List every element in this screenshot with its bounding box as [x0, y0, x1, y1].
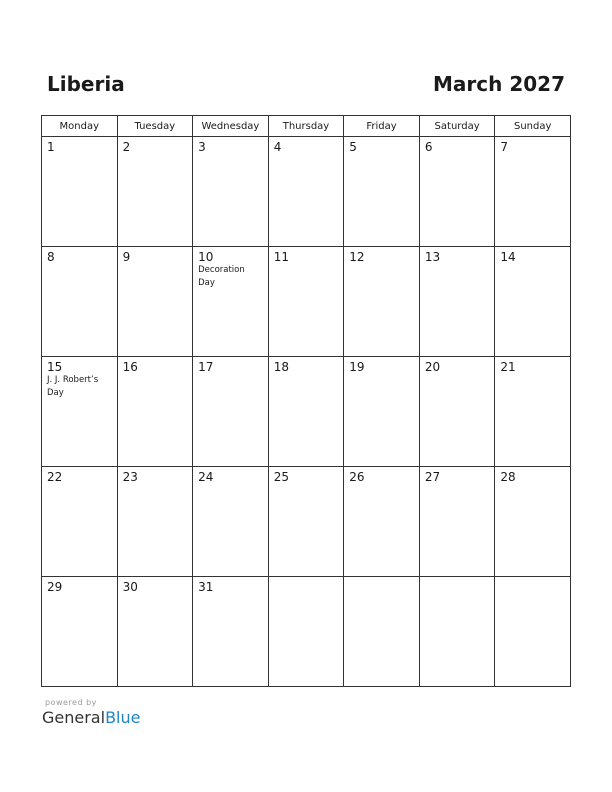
day-cell [495, 577, 571, 687]
day-number: 25 [273, 470, 289, 484]
month-year-title: March 2027 [433, 72, 565, 96]
week-row [42, 577, 571, 687]
day-cell [495, 137, 571, 247]
brand-general: General [42, 708, 106, 727]
day-cell [344, 357, 420, 467]
day-number: 7 [500, 140, 509, 154]
brand-blue: Blue [105, 708, 141, 727]
day-cell [42, 467, 118, 577]
day-cell [193, 577, 269, 687]
day-cell [419, 467, 495, 577]
weekday-header: Friday [344, 116, 420, 137]
day-number: 11 [273, 250, 289, 264]
day-cell [117, 577, 193, 687]
powered-by-text: powered by [45, 698, 97, 707]
day-cell [193, 357, 269, 467]
day-number: 29 [47, 580, 63, 594]
day-number: 9 [122, 250, 131, 264]
day-cell [193, 467, 269, 577]
holiday-label: J. J. Robert’s Day [47, 375, 99, 398]
holiday-label: Decoration Day [198, 265, 245, 288]
day-number: 15 [47, 360, 63, 374]
day-cell [117, 357, 193, 467]
day-cell [42, 577, 118, 687]
day-cell [344, 247, 420, 357]
day-cell [117, 137, 193, 247]
day-cell [419, 577, 495, 687]
day-cell [495, 467, 571, 577]
day-number: 10 [198, 250, 214, 264]
weekday-header: Sunday [495, 116, 571, 137]
day-number: 16 [122, 360, 138, 374]
day-cell [419, 137, 495, 247]
day-number: 26 [349, 470, 365, 484]
day-cell [193, 247, 269, 357]
day-number: 8 [47, 250, 55, 264]
day-number: 27 [424, 470, 441, 484]
day-number: 21 [500, 360, 516, 374]
calendar-grid [41, 115, 571, 687]
day-number: 1 [47, 140, 55, 154]
weekday-header: Monday [42, 116, 118, 137]
day-number: 13 [424, 250, 441, 264]
day-number: 5 [349, 140, 357, 154]
day-number: 3 [198, 140, 206, 154]
day-cell [42, 247, 118, 357]
day-cell [268, 357, 344, 467]
week-row [42, 247, 571, 357]
day-number: 23 [122, 470, 138, 484]
day-number: 6 [424, 140, 433, 154]
day-cell [117, 467, 193, 577]
day-number: 4 [273, 140, 282, 154]
day-cell [268, 577, 344, 687]
day-cell [419, 247, 495, 357]
day-cell [268, 467, 344, 577]
day-cell [495, 247, 571, 357]
day-number: 28 [500, 470, 516, 484]
week-row [42, 467, 571, 577]
day-number: 31 [198, 580, 214, 594]
day-cell [344, 137, 420, 247]
week-row [42, 137, 571, 247]
day-number: 30 [122, 580, 138, 594]
day-number: 24 [198, 470, 214, 484]
day-cell [344, 467, 420, 577]
day-cell [344, 577, 420, 687]
day-number: 22 [47, 470, 63, 484]
day-cell [419, 357, 495, 467]
day-cell [268, 247, 344, 357]
country-title: Liberia [47, 72, 125, 96]
generalblue-logo[interactable] [42, 708, 140, 728]
day-cell [495, 357, 571, 467]
day-cell [268, 137, 344, 247]
day-number: 12 [349, 250, 365, 264]
day-cell [42, 137, 118, 247]
weekday-header: Wednesday [193, 116, 269, 137]
day-number: 17 [198, 360, 214, 374]
weekday-header: Tuesday [117, 116, 193, 137]
day-number: 18 [273, 360, 289, 374]
footer-branding [42, 697, 140, 728]
weekday-header-row [42, 116, 571, 137]
day-number: 19 [349, 360, 365, 374]
day-number: 20 [424, 360, 441, 374]
day-number: 14 [500, 250, 516, 264]
weekday-header: Thursday [268, 116, 344, 137]
week-row [42, 357, 571, 467]
day-cell [42, 357, 118, 467]
day-number: 2 [122, 140, 131, 154]
day-cell [193, 137, 269, 247]
day-cell [117, 247, 193, 357]
weekday-header: Saturday [419, 116, 495, 137]
